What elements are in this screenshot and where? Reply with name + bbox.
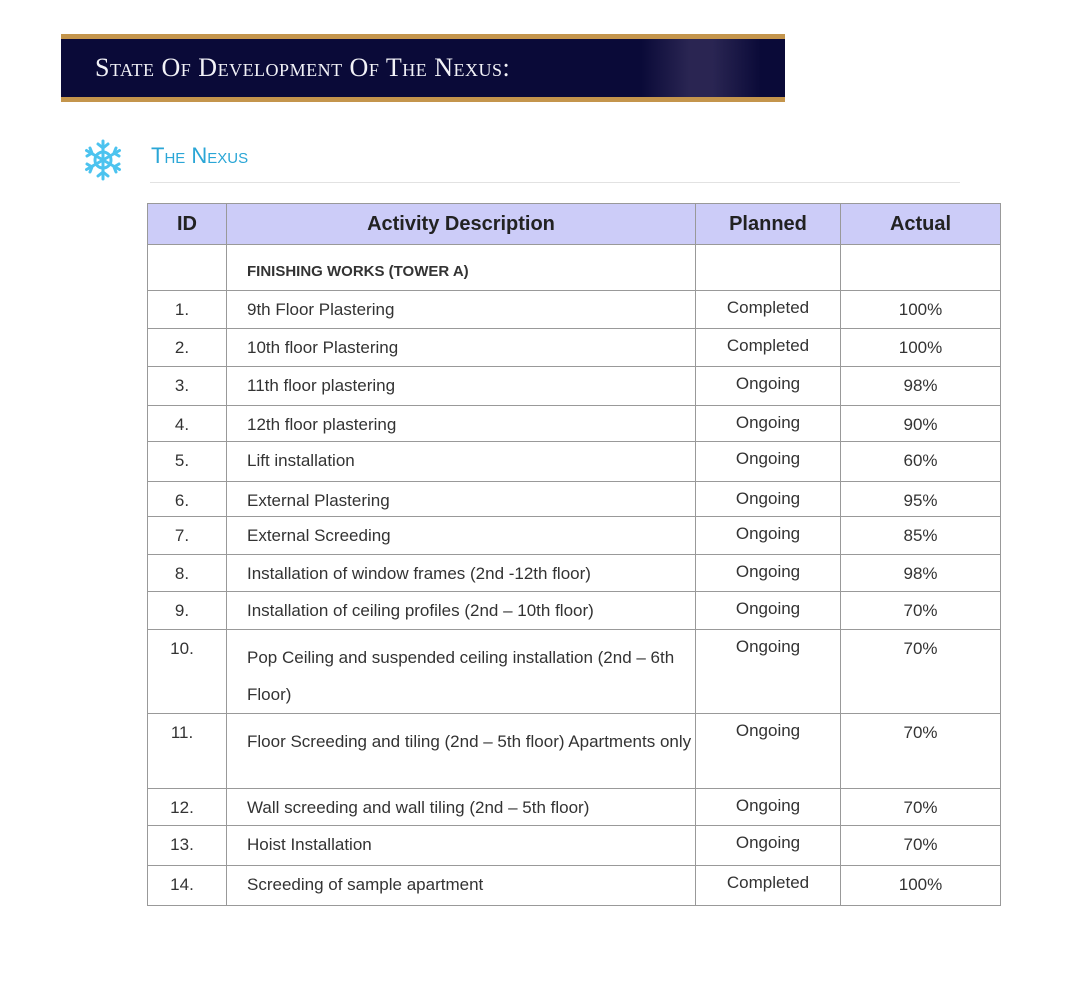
cell-planned: Completed [696, 329, 841, 367]
cell-actual: 95% [841, 482, 1001, 517]
cell-description: Floor Screeding and tiling (2nd – 5th floor) Apartments only [227, 714, 696, 789]
cell-id: 9. [148, 592, 227, 630]
cell-actual: 98% [841, 555, 1001, 592]
table-row [148, 714, 1001, 789]
table-row [148, 367, 1001, 406]
cell-planned: Ongoing [696, 406, 841, 442]
table-row [148, 517, 1001, 555]
cell-description: Pop Ceiling and suspended ceiling installation (2nd – 6th Floor) [227, 630, 696, 714]
header-activity: Activity Description [227, 204, 696, 245]
cell-planned: Ongoing [696, 367, 841, 406]
cell-id: 13. [148, 826, 227, 866]
cell-description: Installation of ceiling profiles (2nd – 10th floor) [227, 592, 696, 630]
cell-id: 5. [148, 442, 227, 482]
cell-description: Installation of window frames (2nd -12th floor) [227, 555, 696, 592]
cell-actual: 60% [841, 442, 1001, 482]
snowflake-icon [81, 138, 125, 182]
cell-planned: Ongoing [696, 555, 841, 592]
cell-planned: Ongoing [696, 592, 841, 630]
banner-title: State Of Development Of The Nexus: [95, 53, 511, 82]
table-row [148, 555, 1001, 592]
table-row [148, 789, 1001, 826]
cell-planned: Ongoing [696, 442, 841, 482]
cell-description: External Plastering [227, 482, 696, 517]
cell-id: 12. [148, 789, 227, 826]
cell-planned: Ongoing [696, 482, 841, 517]
cell-description: Lift installation [227, 442, 696, 482]
cell-actual: 70% [841, 630, 1001, 714]
cell-description: 12th floor plastering [227, 406, 696, 442]
section-divider [150, 182, 960, 183]
table-row [148, 630, 1001, 714]
table-row [148, 826, 1001, 866]
table-header-row [148, 204, 1001, 245]
cell-actual: 98% [841, 367, 1001, 406]
cell-planned: Ongoing [696, 714, 841, 789]
table-row [148, 482, 1001, 517]
cell-actual: 100% [841, 866, 1001, 906]
table-row [148, 406, 1001, 442]
cell-id: 2. [148, 329, 227, 367]
cell-id: 3. [148, 367, 227, 406]
cell-id: 14. [148, 866, 227, 906]
cell-planned: Ongoing [696, 630, 841, 714]
cell-id: 11. [148, 714, 227, 789]
table-row [148, 592, 1001, 630]
cell-id: 8. [148, 555, 227, 592]
table-row [148, 442, 1001, 482]
cell-planned: Ongoing [696, 789, 841, 826]
cell-planned: Completed [696, 866, 841, 906]
cell-actual: 70% [841, 789, 1001, 826]
cell-id: 10. [148, 630, 227, 714]
cell-actual: 70% [841, 592, 1001, 630]
cell-id: 6. [148, 482, 227, 517]
cell-description: External Screeding [227, 517, 696, 555]
cell-description: Screeding of sample apartment [227, 866, 696, 906]
header-actual: Actual [841, 204, 1001, 245]
cell-description: Wall screeding and wall tiling (2nd – 5th floor) [227, 789, 696, 826]
cell-description: Hoist Installation [227, 826, 696, 866]
subheading: FINISHING WORKS (TOWER A) [227, 245, 696, 291]
cell-actual: 100% [841, 291, 1001, 329]
cell-description: 11th floor plastering [227, 367, 696, 406]
cell-planned: Ongoing [696, 826, 841, 866]
cell-actual: 100% [841, 329, 1001, 367]
page-banner [61, 34, 785, 102]
header-id: ID [148, 204, 227, 245]
table-row [148, 291, 1001, 329]
section-title: The Nexus [151, 143, 249, 168]
cell-planned: Ongoing [696, 517, 841, 555]
cell-description: 10th floor Plastering [227, 329, 696, 367]
development-table [147, 203, 1001, 906]
cell-actual: 90% [841, 406, 1001, 442]
table-subheading-row [148, 245, 1001, 291]
cell-planned: Completed [696, 291, 841, 329]
cell-id: 1. [148, 291, 227, 329]
banner-glow [641, 39, 761, 97]
header-planned: Planned [696, 204, 841, 245]
cell-empty [696, 245, 841, 291]
cell-actual: 70% [841, 826, 1001, 866]
cell-empty [841, 245, 1001, 291]
cell-id: 7. [148, 517, 227, 555]
table-row [148, 866, 1001, 906]
cell-description: 9th Floor Plastering [227, 291, 696, 329]
cell-actual: 85% [841, 517, 1001, 555]
cell-empty [148, 245, 227, 291]
table-row [148, 329, 1001, 367]
cell-id: 4. [148, 406, 227, 442]
cell-actual: 70% [841, 714, 1001, 789]
